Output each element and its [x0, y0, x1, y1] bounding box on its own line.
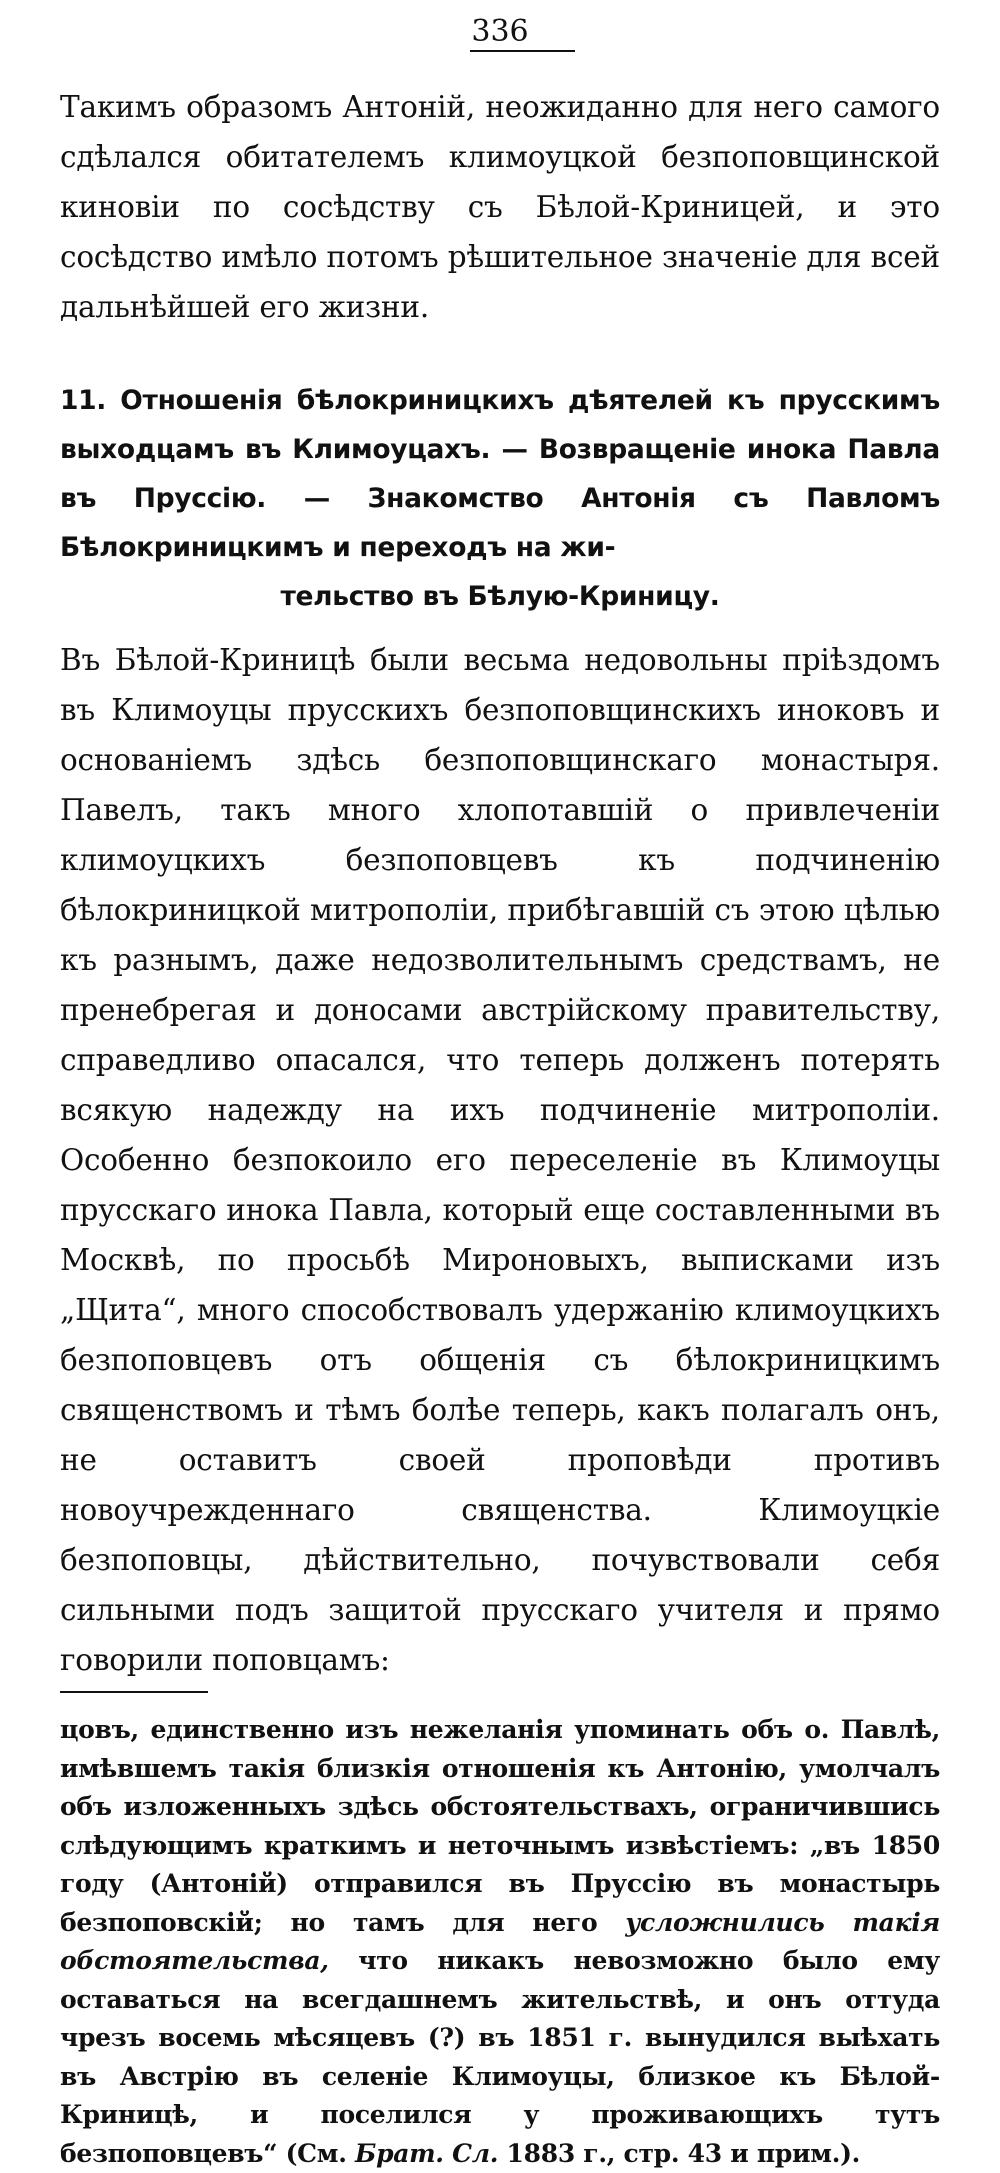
section-heading-last-line: тельство въ Бѣлую-Криницу.: [280, 581, 720, 612]
page-number: 336: [471, 14, 529, 49]
footnote-rule: [60, 1691, 208, 1693]
footnote-text-1: цовъ, единственно изъ нежеланія упоминать объ о. Павлѣ, имѣвшемъ такія близкія отношенія къ Антонію, умолчалъ объ изложенныхъ здѣсь обстоятельствахъ, ограничившись слѣдующимъ краткимъ и неточнымъ извѣстіемъ: „въ 1850 году (Антоній) отправился въ Пруссію въ монастырь безпоповскій; но тамъ для него: [60, 1715, 940, 1937]
footnote: [60, 1711, 940, 2173]
book-page: [60, 14, 940, 2173]
footnote-text-2: что никакъ невозможно было ему оставаться на всегдашнемъ жительствѣ, и онъ оттуда чрезъ восемь мѣсяцевъ (?) въ 1851 г. вынудился выѣхать въ Австрію въ селеніе Климоуцы, близкое къ Бѣлой-Криницѣ, и поселился у проживающихъ тутъ безпоповцевъ“ (См.: [60, 1946, 940, 2168]
section-heading: [60, 376, 940, 621]
body-paragraph: Въ Бѣлой-Криницѣ были весьма недовольны пріѣздомъ въ Климоуцы прусскихъ безпоповщинскихъ иноковъ и основаніемъ здѣсь безпоповщинскаго монастыря. Павелъ, такъ много хлопотавшій о привлеченіи климоуцкихъ безпоповцевъ къ подчиненію бѣлокриницкой митрополіи, прибѣгавшій съ этою цѣлью къ разнымъ, даже недозволительнымъ средствамъ, не пренебрегая и доносами австрійскому правительству, справедливо опасался, что теперь долженъ потерять всякую надежду на ихъ подчиненіе митрополіи. Особенно безпокоило его переселеніе въ Климоуцы прусскаго инока Павла, который еще составленными въ Москвѣ, по просьбѣ Мироновыхъ, выписками изъ „Щита“, много способствовалъ удержанію климоуцкихъ безпоповцевъ отъ общенія съ бѣлокриницкимъ священствомъ и тѣмъ болѣе теперь, какъ полагалъ онъ, не оставитъ своей проповѣди противъ новоучрежденнаго священства. Климоуцкіе безпоповцы, дѣйствительно, почувствовали себя сильными подъ защитой прусскаго учителя и прямо говорили поповцамъ:: [60, 643, 940, 1677]
intro-paragraph: Такимъ образомъ Антоній, неожиданно для него самого сдѣлался обитателемъ климоуцкой безпоповщинской киновіи по сосѣдству съ Бѣлой-Криницей, и это сосѣдство имѣло потомъ рѣшительное значеніе для всей дальнѣйшей его жизни.: [60, 90, 940, 324]
page-number-rule: [470, 50, 575, 52]
section-heading-main: 11. Отношенія бѣлокриницкихъ дѣятелей къ прусскимъ выходцамъ въ Климоуцахъ. — Возвращеніе инока Павла въ Пруссію. — Знакомство Антонія съ Павломъ Бѣлокриницкимъ и переходъ на жи-: [60, 385, 940, 563]
footnote-italic-1: усложнились такія обстоятельства,: [60, 1907, 940, 1975]
body-section: [60, 635, 940, 1685]
footnote-text-3: 1883 г., стр. 43 и прим.).: [498, 2138, 861, 2168]
footnote-italic-2: Брат. Сл.: [355, 2138, 499, 2168]
